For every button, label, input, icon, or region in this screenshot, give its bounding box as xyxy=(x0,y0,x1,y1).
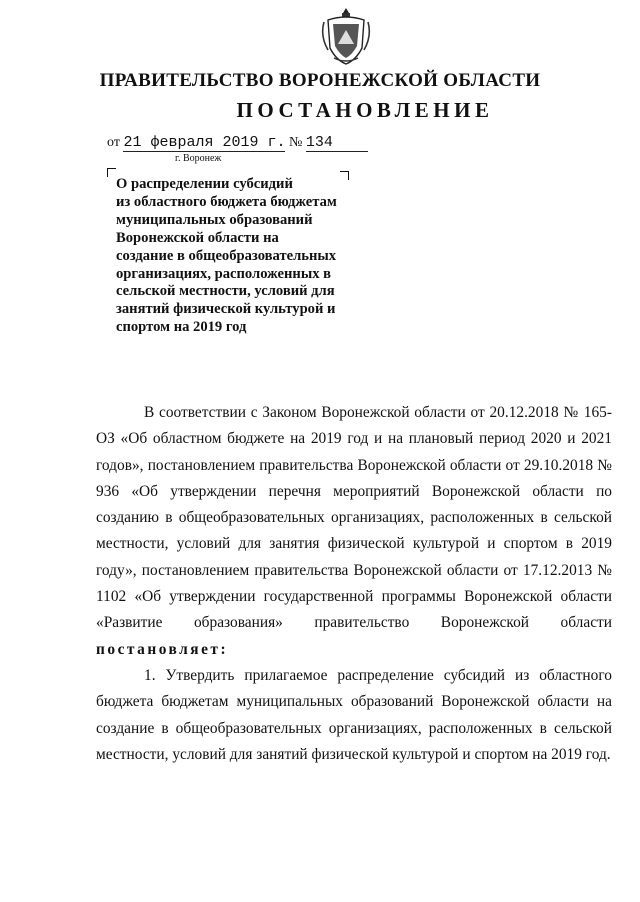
subject-line: организациях, расположенных в xyxy=(116,265,332,282)
subject-line: создание в общеобразовательных xyxy=(116,247,337,264)
subject-line: О распределении субсидий xyxy=(116,176,293,192)
subject-corner-left xyxy=(107,168,116,177)
document-date-line xyxy=(107,134,368,152)
subject-line: из областного бюджета бюджетам xyxy=(116,193,337,210)
subject-line: занятий физической культурой и xyxy=(116,301,336,318)
document-subject xyxy=(116,176,356,337)
subject-line: сельской местности, условий для xyxy=(116,283,335,300)
from-label: от xyxy=(107,135,120,150)
resolves-word: постановляет: xyxy=(96,640,229,658)
subject-line: спортом на 2019 год xyxy=(116,319,247,336)
city-label: г. Воронеж xyxy=(175,153,222,164)
organization-title: ПРАВИТЕЛЬСТВО ВОРОНЕЖСКОЙ ОБЛАСТИ xyxy=(99,70,541,91)
document-number: 134 xyxy=(305,134,333,151)
coat-of-arms-icon xyxy=(320,6,372,66)
number-label: № xyxy=(288,135,303,150)
item-1-paragraph: 1. Утвердить прилагаемое распределение субсидий из областного бюджета бюджетам муниципальных образований Воронежской области на создание в общеобразовательных организациях, расположенных в сельской местности, условий для занятий физической культурой и спортом на 2019 год. xyxy=(96,666,612,763)
subject-line: Воронежской области на xyxy=(116,229,279,246)
preamble-paragraph xyxy=(96,400,612,663)
preamble-text: В соответствии с Законом Воронежской области от 20.12.2018 № 165-ОЗ «Об областном бюджете на 2019 год и на плановый период 2020 и 2021 годов», постановлением правительства Воронежской области от 29.10.2018 № 936 «Об утверждении перечня мероприятий Воронежской области по созданию в общеобразовательных организациях, расположенных в сельской местности, условий для занятия физической культурой и спортом в 2019 году», постановлением правительства Воронежской области от 17.12.2013 № 1102 «Об утверждении государственной программы Воронежской области «Развитие образования» правительство Воронежской области xyxy=(96,404,612,632)
document-date: 21 февраля 2019 г. xyxy=(123,134,286,151)
subject-line: муниципальных образований xyxy=(116,211,313,228)
document-type: ПОСТАНОВЛЕНИЕ xyxy=(236,98,494,122)
document-body xyxy=(96,400,612,768)
